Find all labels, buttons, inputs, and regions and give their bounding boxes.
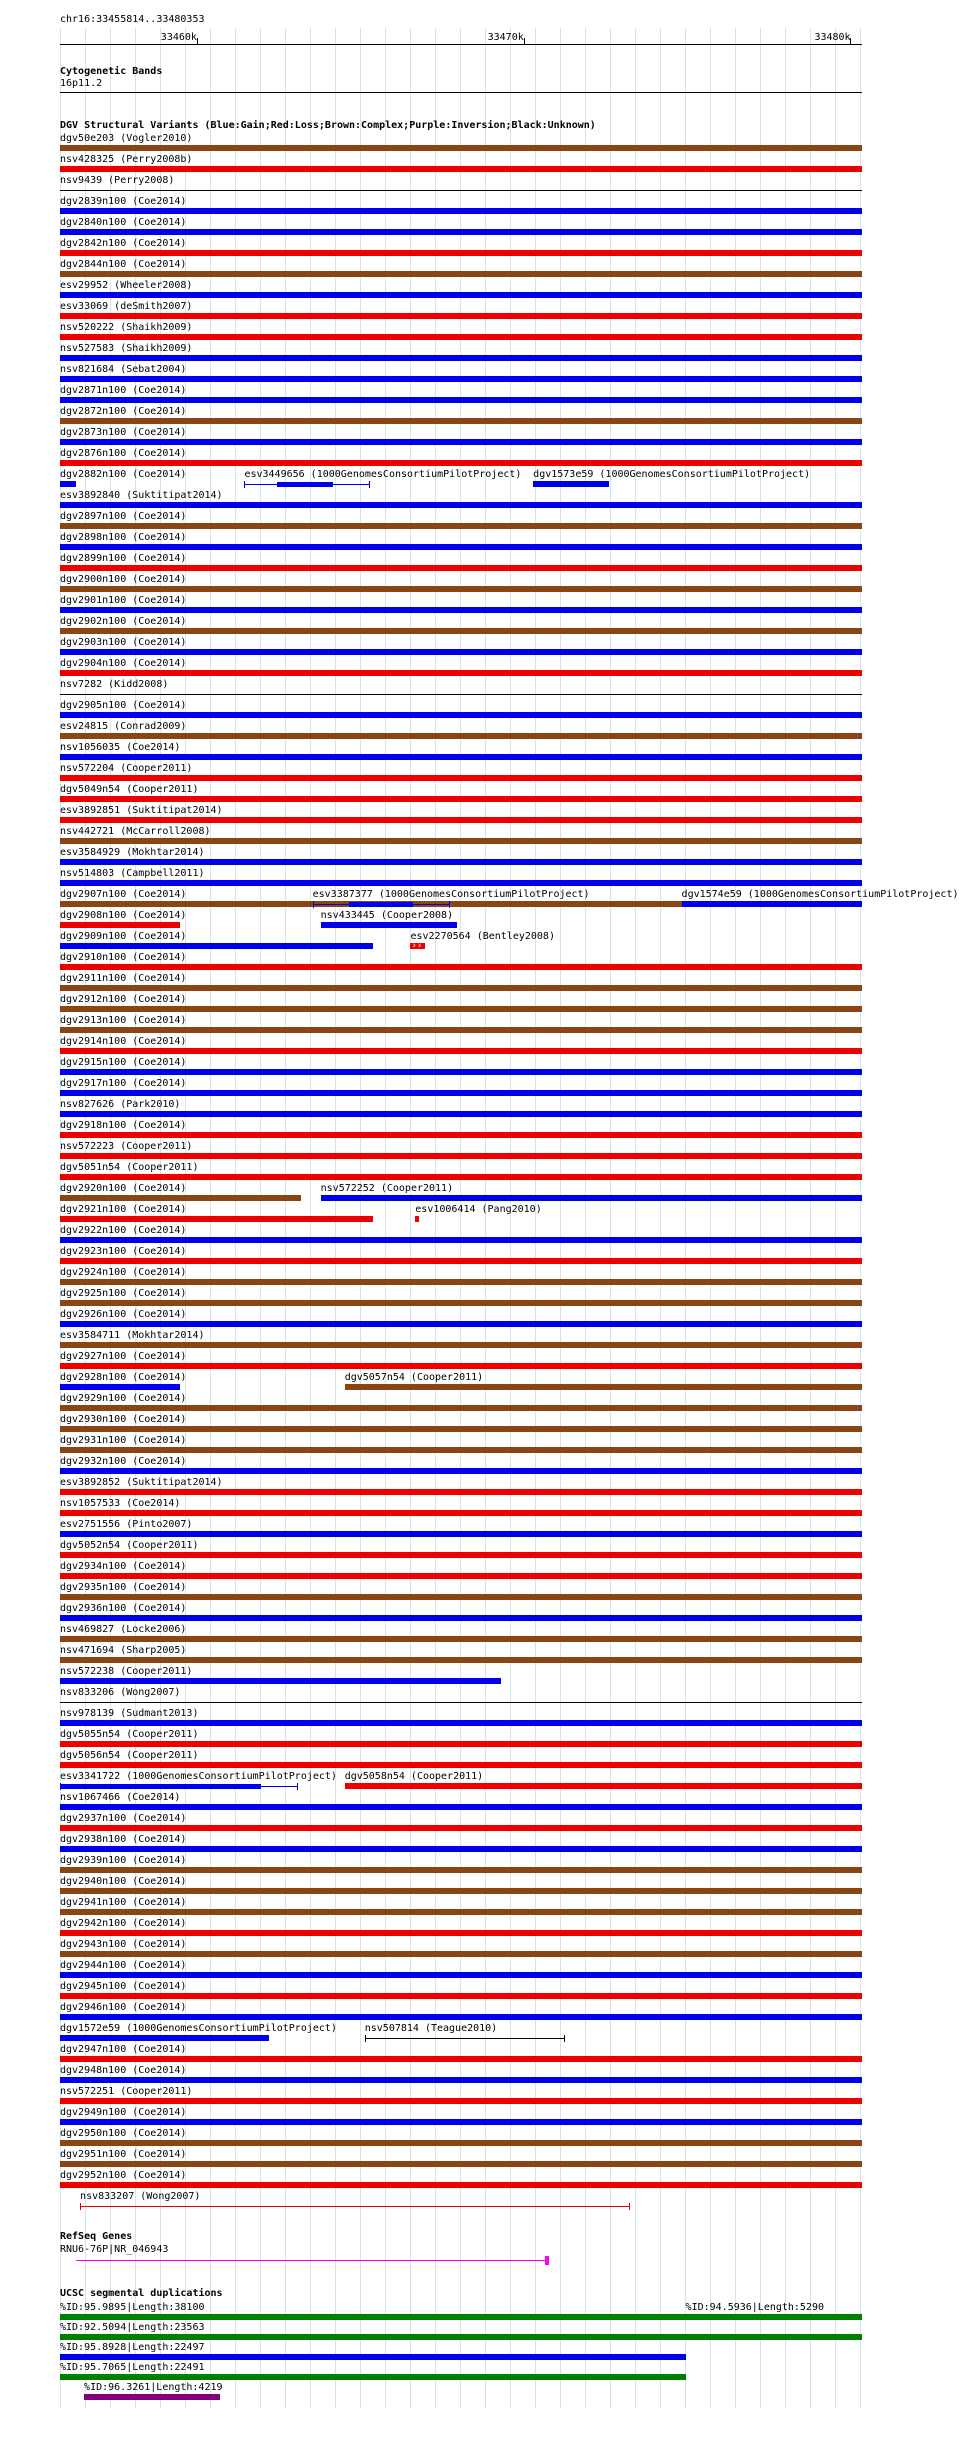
variant-bar[interactable] xyxy=(60,1867,862,1873)
variant-end-tick xyxy=(80,2203,81,2210)
variant-bar[interactable] xyxy=(60,1237,862,1243)
variant-label[interactable]: nsv527583 (Shaikh2009) xyxy=(60,343,193,354)
variant-label[interactable]: esv3341722 (1000GenomesConsortiumPilotProject) xyxy=(60,1771,337,1782)
variant-bar[interactable] xyxy=(60,1909,862,1915)
variant-end-tick xyxy=(629,2203,630,2210)
variant-bar[interactable] xyxy=(60,1573,862,1579)
variant-label[interactable]: dgv2873n100 (Coe2014) xyxy=(60,427,187,438)
variant-label[interactable]: dgv2913n100 (Coe2014) xyxy=(60,1015,187,1026)
grid-line xyxy=(735,28,736,2408)
variant-label[interactable]: dgv5056n54 (Cooper2011) xyxy=(60,1750,199,1761)
variant-label[interactable]: dgv2842n100 (Coe2014) xyxy=(60,238,187,249)
variant-label[interactable]: dgv2948n100 (Coe2014) xyxy=(60,2065,187,2076)
variant-label[interactable]: dgv2901n100 (Coe2014) xyxy=(60,595,187,606)
variant-label[interactable]: dgv5052n54 (Cooper2011) xyxy=(60,1540,199,1551)
variant-label[interactable]: dgv2904n100 (Coe2014) xyxy=(60,658,187,669)
segdup-label[interactable]: %ID:95.7065|Length:22491 xyxy=(60,2362,205,2373)
variant-label[interactable]: dgv2907n100 (Coe2014) xyxy=(60,889,187,900)
variant-bar[interactable] xyxy=(60,313,862,319)
grid-line xyxy=(560,28,561,2408)
grid-line xyxy=(635,28,636,2408)
variant-bar[interactable] xyxy=(60,1762,862,1768)
variant-bar[interactable] xyxy=(60,1489,862,1495)
variant-bar[interactable] xyxy=(60,1426,862,1432)
variant-label[interactable]: dgv5058n54 (Cooper2011) xyxy=(344,1771,484,1782)
variant-bar[interactable] xyxy=(60,628,862,634)
variant-label[interactable]: dgv2934n100 (Coe2014) xyxy=(60,1561,187,1572)
variant-bar[interactable] xyxy=(60,2056,862,2062)
variant-label[interactable]: dgv2912n100 (Coe2014) xyxy=(60,994,187,1005)
variant-bar[interactable] xyxy=(60,1552,862,1558)
variant-label[interactable]: dgv2943n100 (Coe2014) xyxy=(60,1939,187,1950)
segdup-label[interactable]: %ID:94.5936|Length:5290 xyxy=(685,2302,825,2313)
variant-bar[interactable] xyxy=(60,1993,862,1999)
variant-bar[interactable] xyxy=(60,292,862,298)
variant-bar[interactable] xyxy=(60,1090,862,1096)
variant-bar[interactable] xyxy=(321,1195,862,1201)
variant-bar[interactable] xyxy=(60,1111,862,1117)
ruler-label: 33460k xyxy=(160,32,197,43)
variant-bar[interactable] xyxy=(60,2161,862,2167)
variant-bar[interactable] xyxy=(60,208,862,214)
variant-label[interactable]: esv3892840 (Suktitipat2014) xyxy=(60,490,223,501)
variant-arrow-icon: ›› xyxy=(411,941,423,951)
variant-label[interactable]: nsv572238 (Cooper2011) xyxy=(60,1666,193,1677)
variant-label[interactable]: dgv2872n100 (Coe2014) xyxy=(60,406,187,417)
variant-bar[interactable] xyxy=(60,1174,862,1180)
variant-label[interactable]: dgv2947n100 (Coe2014) xyxy=(60,2044,187,2055)
variant-bar[interactable] xyxy=(60,1258,862,1264)
variant-label[interactable]: nsv572251 (Cooper2011) xyxy=(60,2086,193,2097)
variant-end-tick xyxy=(449,901,450,908)
variant-end-tick xyxy=(297,1783,298,1790)
variant-label[interactable]: dgv5055n54 (Cooper2011) xyxy=(60,1729,199,1740)
variant-label[interactable]: esv2751556 (Pinto2007) xyxy=(60,1519,193,1530)
variant-bar[interactable] xyxy=(60,1741,862,1747)
variant-bar[interactable] xyxy=(60,1720,862,1726)
grid-line xyxy=(535,28,536,2408)
variant-bar[interactable] xyxy=(60,1594,862,1600)
variant-bar[interactable] xyxy=(60,1216,373,1222)
variant-label[interactable]: dgv2924n100 (Coe2014) xyxy=(60,1267,187,1278)
variant-bar[interactable] xyxy=(345,1384,862,1390)
variant-bar[interactable] xyxy=(60,1384,180,1390)
variant-label[interactable]: dgv2909n100 (Coe2014) xyxy=(60,931,187,942)
variant-label[interactable]: dgv2918n100 (Coe2014) xyxy=(60,1120,187,1131)
variant-bar[interactable] xyxy=(60,1888,862,1894)
variant-label[interactable]: nsv514803 (Campbell2011) xyxy=(60,868,205,879)
refseq-gene-line[interactable] xyxy=(76,2260,549,2261)
variant-bar[interactable] xyxy=(60,1846,862,1852)
variant-label[interactable]: dgv2900n100 (Coe2014) xyxy=(60,574,187,585)
variant-label[interactable]: dgv2922n100 (Coe2014) xyxy=(60,1225,187,1236)
variant-label[interactable]: esv1006414 (Pang2010) xyxy=(415,1204,542,1215)
variant-label[interactable]: dgv5049n54 (Cooper2011) xyxy=(60,784,199,795)
variant-bar[interactable] xyxy=(60,2098,862,2104)
variant-bar[interactable] xyxy=(60,1510,862,1516)
refseq-track-title[interactable]: RefSeq Genes xyxy=(60,2231,133,2242)
variant-label[interactable]: nsv572252 (Cooper2011) xyxy=(320,1183,454,1194)
variant-bar[interactable] xyxy=(60,1468,862,1474)
grid-line xyxy=(435,28,436,2408)
variant-label[interactable]: dgv2840n100 (Coe2014) xyxy=(60,217,187,228)
variant-bar[interactable] xyxy=(60,1825,862,1831)
variant-bar[interactable] xyxy=(60,880,862,886)
variant-bar[interactable] xyxy=(60,1636,862,1642)
variant-bar[interactable] xyxy=(60,985,862,991)
variant-label[interactable]: dgv2940n100 (Coe2014) xyxy=(60,1876,187,1887)
variant-bar[interactable] xyxy=(60,355,862,361)
variant-bar[interactable] xyxy=(60,859,862,865)
variant-label[interactable]: dgv2945n100 (Coe2014) xyxy=(60,1981,187,1992)
variant-bar[interactable] xyxy=(60,1006,862,1012)
refseq-gene-exon[interactable] xyxy=(545,2256,549,2265)
variant-label[interactable]: dgv2926n100 (Coe2014) xyxy=(60,1309,187,1320)
variant-bar[interactable] xyxy=(60,397,862,403)
variant-bar[interactable] xyxy=(60,1615,862,1621)
variant-bar[interactable] xyxy=(60,1951,862,1957)
variant-bar[interactable] xyxy=(80,2206,629,2207)
segdup-label[interactable]: %ID:96.3261|Length:4219 xyxy=(84,2382,223,2393)
variant-label[interactable]: dgv2931n100 (Coe2014) xyxy=(60,1435,187,1446)
variant-label[interactable]: nsv978139 (Sudmant2013) xyxy=(60,1708,199,1719)
variant-label[interactable]: dgv2936n100 (Coe2014) xyxy=(60,1603,187,1614)
variant-label[interactable]: dgv2930n100 (Coe2014) xyxy=(60,1414,187,1425)
variant-label[interactable]: dgv2939n100 (Coe2014) xyxy=(60,1855,187,1866)
grid-line xyxy=(785,28,786,2408)
variant-label[interactable]: dgv2876n100 (Coe2014) xyxy=(60,448,187,459)
variant-label[interactable]: dgv2941n100 (Coe2014) xyxy=(60,1897,187,1908)
variant-bar[interactable] xyxy=(60,1195,301,1201)
variant-bar[interactable] xyxy=(60,376,862,382)
variant-bar[interactable] xyxy=(60,1531,862,1537)
variant-bar[interactable] xyxy=(60,1132,862,1138)
variant-bar[interactable] xyxy=(60,565,862,571)
ruler-label: 33470k xyxy=(487,32,524,43)
variant-bar[interactable] xyxy=(60,523,862,529)
refseq-gene-label[interactable]: RNU6-76P|NR_046943 xyxy=(60,2244,169,2255)
variant-label[interactable]: dgv2910n100 (Coe2014) xyxy=(60,952,187,963)
variant-label[interactable]: dgv2914n100 (Coe2014) xyxy=(60,1036,187,1047)
ruler-tick xyxy=(197,38,198,44)
variant-bar[interactable] xyxy=(60,439,862,445)
variant-bar[interactable] xyxy=(60,649,862,655)
variant-bar[interactable] xyxy=(60,670,862,676)
variant-label[interactable]: nsv469827 (Locke2006) xyxy=(60,1624,187,1635)
variant-bar[interactable] xyxy=(682,901,862,907)
grid-line xyxy=(510,28,511,2408)
variant-bar[interactable] xyxy=(60,1300,862,1306)
variant-bar[interactable] xyxy=(60,1321,862,1327)
grid-line xyxy=(860,28,861,2408)
variant-bar[interactable] xyxy=(60,271,862,277)
variant-bar[interactable] xyxy=(60,1678,501,1684)
variant-bar[interactable] xyxy=(60,1405,862,1411)
variant-label[interactable]: dgv2844n100 (Coe2014) xyxy=(60,259,187,270)
ruler-line xyxy=(60,44,862,45)
variant-end-tick xyxy=(365,2035,366,2042)
variant-bar[interactable] xyxy=(60,1447,862,1453)
variant-bar[interactable] xyxy=(60,712,862,718)
variant-label[interactable]: dgv2944n100 (Coe2014) xyxy=(60,1960,187,1971)
variant-bar[interactable] xyxy=(60,229,862,235)
variant-bar[interactable] xyxy=(60,586,862,592)
variant-bar[interactable] xyxy=(60,544,862,550)
grid-line xyxy=(810,28,811,2408)
variant-label[interactable]: dgv2871n100 (Coe2014) xyxy=(60,385,187,396)
variant-label[interactable]: dgv1572e59 (1000GenomesConsortiumPilotProject) xyxy=(60,2023,337,2034)
variant-label[interactable]: dgv2927n100 (Coe2014) xyxy=(60,1351,187,1362)
grid-line xyxy=(760,28,761,2408)
variant-bar[interactable] xyxy=(60,145,862,151)
variant-bar[interactable] xyxy=(60,943,373,949)
variant-bar[interactable] xyxy=(60,817,862,823)
variant-label[interactable]: nsv572204 (Cooper2011) xyxy=(60,763,193,774)
variant-bar[interactable] xyxy=(60,1804,862,1810)
variant-bar[interactable] xyxy=(60,796,862,802)
ruler-tick xyxy=(524,38,525,44)
variant-end-tick xyxy=(369,481,370,488)
variant-label[interactable]: dgv2920n100 (Coe2014) xyxy=(60,1183,187,1194)
grid-line xyxy=(460,28,461,2408)
variant-bar[interactable] xyxy=(60,733,862,739)
variant-label[interactable]: dgv2897n100 (Coe2014) xyxy=(60,511,187,522)
position-label: chr16:33455814..33480353 xyxy=(60,14,205,25)
cytoband-bar[interactable] xyxy=(60,92,862,93)
variant-label[interactable]: dgv2932n100 (Coe2014) xyxy=(60,1456,187,1467)
variant-label[interactable]: nsv433445 (Cooper2008) xyxy=(320,910,454,921)
segdup-label[interactable]: %ID:95.9895|Length:38100 xyxy=(60,2302,205,2313)
variant-bar[interactable] xyxy=(60,775,862,781)
grid-line xyxy=(710,28,711,2408)
variant-label[interactable]: nsv833206 (Wong2007) xyxy=(60,1687,181,1698)
variant-bar[interactable] xyxy=(60,250,862,256)
variant-bar[interactable] xyxy=(60,481,76,487)
variant-end-tick xyxy=(313,901,314,908)
variant-bar[interactable] xyxy=(60,1069,862,1075)
variant-bar[interactable] xyxy=(60,2140,862,2146)
variant-label[interactable]: dgv2949n100 (Coe2014) xyxy=(60,2107,187,2118)
grid-line xyxy=(385,28,386,2408)
variant-label[interactable]: nsv827626 (Park2010) xyxy=(60,1099,181,1110)
variant-label[interactable]: nsv821684 (Sebat2004) xyxy=(60,364,187,375)
variant-bar[interactable] xyxy=(60,190,862,191)
variant-label[interactable]: esv2270564 (Bentley2008) xyxy=(410,931,555,942)
variant-label[interactable]: esv3449656 (1000GenomesConsortiumPilotProject) xyxy=(244,469,522,480)
variant-label[interactable]: nsv9439 (Perry2008) xyxy=(60,175,175,186)
segdup-bar[interactable] xyxy=(84,2394,220,2400)
ruler-label: 33480k xyxy=(814,32,851,43)
variant-label[interactable]: esv3892851 (Suktitipat2014) xyxy=(60,805,223,816)
segdup-bar[interactable] xyxy=(60,2354,686,2360)
variant-label[interactable]: nsv1056035 (Coe2014) xyxy=(60,742,181,753)
variant-label[interactable]: nsv1067466 (Coe2014) xyxy=(60,1792,181,1803)
variant-label[interactable]: dgv2908n100 (Coe2014) xyxy=(60,910,187,921)
variant-label[interactable]: dgv2937n100 (Coe2014) xyxy=(60,1813,187,1824)
variant-label[interactable]: esv3387377 (1000GenomesConsortiumPilotProject) xyxy=(312,889,590,900)
variant-bar[interactable] xyxy=(60,1027,862,1033)
variant-label[interactable]: dgv2946n100 (Coe2014) xyxy=(60,2002,187,2013)
variant-label[interactable]: dgv2921n100 (Coe2014) xyxy=(60,1204,187,1215)
variant-bar[interactable] xyxy=(60,1153,862,1159)
variant-label[interactable]: dgv2915n100 (Coe2014) xyxy=(60,1057,187,1068)
variant-label[interactable]: dgv2903n100 (Coe2014) xyxy=(60,637,187,648)
variant-bar[interactable] xyxy=(60,1702,862,1703)
variant-bar[interactable] xyxy=(60,1972,862,1978)
segdup-track-title[interactable]: UCSC segmental duplications xyxy=(60,2288,223,2299)
variant-label[interactable]: dgv1574e59 (1000GenomesConsortiumPilotProject) xyxy=(681,889,959,900)
variant-label[interactable]: esv3584929 (Mokhtar2014) xyxy=(60,847,205,858)
variant-bar[interactable] xyxy=(60,2182,862,2188)
cytoband-label: 16p11.2 xyxy=(60,78,103,89)
variant-end-tick xyxy=(564,2035,565,2042)
variant-bar[interactable] xyxy=(533,481,609,487)
variant-bar[interactable] xyxy=(321,922,457,928)
variant-bar[interactable] xyxy=(365,2038,564,2039)
segdup-label[interactable]: %ID:92.5094|Length:23563 xyxy=(60,2322,205,2333)
variant-label[interactable]: dgv2950n100 (Coe2014) xyxy=(60,2128,187,2139)
variant-label[interactable]: nsv572223 (Cooper2011) xyxy=(60,1141,193,1152)
segdup-bar[interactable] xyxy=(60,2334,686,2340)
variant-label[interactable]: dgv1573e59 (1000GenomesConsortiumPilotProject) xyxy=(533,469,811,480)
variant-core-bar[interactable] xyxy=(349,902,413,907)
variant-bar[interactable] xyxy=(60,694,862,695)
variant-label[interactable]: dgv5057n54 (Cooper2011) xyxy=(344,1372,484,1383)
grid-line xyxy=(835,28,836,2408)
variant-label[interactable]: dgv2951n100 (Coe2014) xyxy=(60,2149,187,2160)
variant-bar[interactable] xyxy=(60,838,862,844)
variant-label[interactable]: nsv7282 (Kidd2008) xyxy=(60,679,169,690)
grid-line xyxy=(485,28,486,2408)
grid-line xyxy=(660,28,661,2408)
variant-bar[interactable] xyxy=(60,460,862,466)
variant-end-tick xyxy=(244,481,245,488)
variant-bar[interactable] xyxy=(60,1363,862,1369)
variant-label[interactable]: dgv2935n100 (Coe2014) xyxy=(60,1582,187,1593)
segdup-bar[interactable] xyxy=(60,2314,862,2320)
variant-label[interactable]: esv24815 (Conrad2009) xyxy=(60,721,187,732)
variant-bar[interactable] xyxy=(345,1783,862,1789)
variant-label[interactable]: nsv442721 (McCarroll2008) xyxy=(60,826,211,837)
variant-bar[interactable] xyxy=(60,754,862,760)
variant-bar[interactable] xyxy=(60,1048,862,1054)
variant-label[interactable]: dgv2917n100 (Coe2014) xyxy=(60,1078,187,1089)
variant-core-bar[interactable] xyxy=(277,482,333,487)
variant-bar[interactable] xyxy=(60,2035,269,2041)
ruler-tick xyxy=(850,38,851,44)
variant-bar[interactable] xyxy=(60,334,862,340)
variant-label[interactable]: dgv2929n100 (Coe2014) xyxy=(60,1393,187,1404)
variant-bar[interactable] xyxy=(60,2014,862,2020)
grid-line xyxy=(685,28,686,2408)
variant-label[interactable]: esv29952 (Wheeler2008) xyxy=(60,280,193,291)
variant-label[interactable]: dgv2938n100 (Coe2014) xyxy=(60,1834,187,1845)
variant-label[interactable]: dgv2911n100 (Coe2014) xyxy=(60,973,187,984)
variant-label[interactable]: dgv2928n100 (Coe2014) xyxy=(60,1372,187,1383)
variant-bar[interactable] xyxy=(60,922,180,928)
dgv-track-title[interactable]: DGV Structural Variants (Blue:Gain;Red:Loss;Brown:Complex;Purple:Inversion;Black:Unknown) xyxy=(60,120,596,131)
variant-label[interactable]: dgv2898n100 (Coe2014) xyxy=(60,532,187,543)
variant-bar[interactable] xyxy=(60,1279,862,1285)
variant-label[interactable]: nsv428325 (Perry2008b) xyxy=(60,154,193,165)
variant-label[interactable]: dgv50e203 (Vogler2010) xyxy=(60,133,193,144)
variant-label[interactable]: dgv2905n100 (Coe2014) xyxy=(60,700,187,711)
grid-line xyxy=(610,28,611,2408)
variant-label[interactable]: dgv2952n100 (Coe2014) xyxy=(60,2170,187,2181)
variant-label[interactable]: nsv520222 (Shaikh2009) xyxy=(60,322,193,333)
variant-label[interactable]: dgv2925n100 (Coe2014) xyxy=(60,1288,187,1299)
variant-label[interactable]: nsv507814 (Teague2010) xyxy=(364,2023,498,2034)
variant-bar[interactable] xyxy=(415,1216,419,1222)
variant-label[interactable]: dgv2902n100 (Coe2014) xyxy=(60,616,187,627)
variant-bar[interactable] xyxy=(60,418,862,424)
segdup-bar[interactable] xyxy=(686,2334,862,2340)
variant-label[interactable]: dgv2882n100 (Coe2014) xyxy=(60,469,187,480)
variant-label[interactable]: esv33069 (deSmith2007) xyxy=(60,301,193,312)
variant-label[interactable]: dgv5051n54 (Cooper2011) xyxy=(60,1162,199,1173)
segdup-bar[interactable] xyxy=(60,2374,686,2380)
variant-bar[interactable] xyxy=(60,2119,862,2125)
variant-label[interactable]: dgv2923n100 (Coe2014) xyxy=(60,1246,187,1257)
variant-label[interactable]: esv3584711 (Mokhtar2014) xyxy=(60,1330,205,1341)
grid-line xyxy=(410,28,411,2408)
variant-bar[interactable] xyxy=(60,607,862,613)
variant-core-bar[interactable] xyxy=(60,1784,261,1789)
variant-bar[interactable] xyxy=(60,2077,862,2083)
variant-label[interactable]: dgv2942n100 (Coe2014) xyxy=(60,1918,187,1929)
variant-bar[interactable] xyxy=(60,166,862,172)
variant-bar[interactable] xyxy=(60,964,862,970)
variant-bar[interactable] xyxy=(60,1930,862,1936)
variant-label[interactable]: nsv1057533 (Coe2014) xyxy=(60,1498,181,1509)
variant-bar[interactable] xyxy=(60,502,862,508)
variant-label[interactable]: esv3892852 (Suktitipat2014) xyxy=(60,1477,223,1488)
variant-bar[interactable] xyxy=(60,1657,862,1663)
variant-label[interactable]: dgv2839n100 (Coe2014) xyxy=(60,196,187,207)
cytoband-track-title[interactable]: Cytogenetic Bands xyxy=(60,66,163,77)
segdup-label[interactable]: %ID:95.8928|Length:22497 xyxy=(60,2342,205,2353)
variant-label[interactable]: nsv833207 (Wong2007) xyxy=(80,2191,201,2202)
variant-label[interactable]: nsv471694 (Sharp2005) xyxy=(60,1645,187,1656)
variant-bar[interactable] xyxy=(60,1342,862,1348)
variant-label[interactable]: dgv2899n100 (Coe2014) xyxy=(60,553,187,564)
grid-line xyxy=(585,28,586,2408)
